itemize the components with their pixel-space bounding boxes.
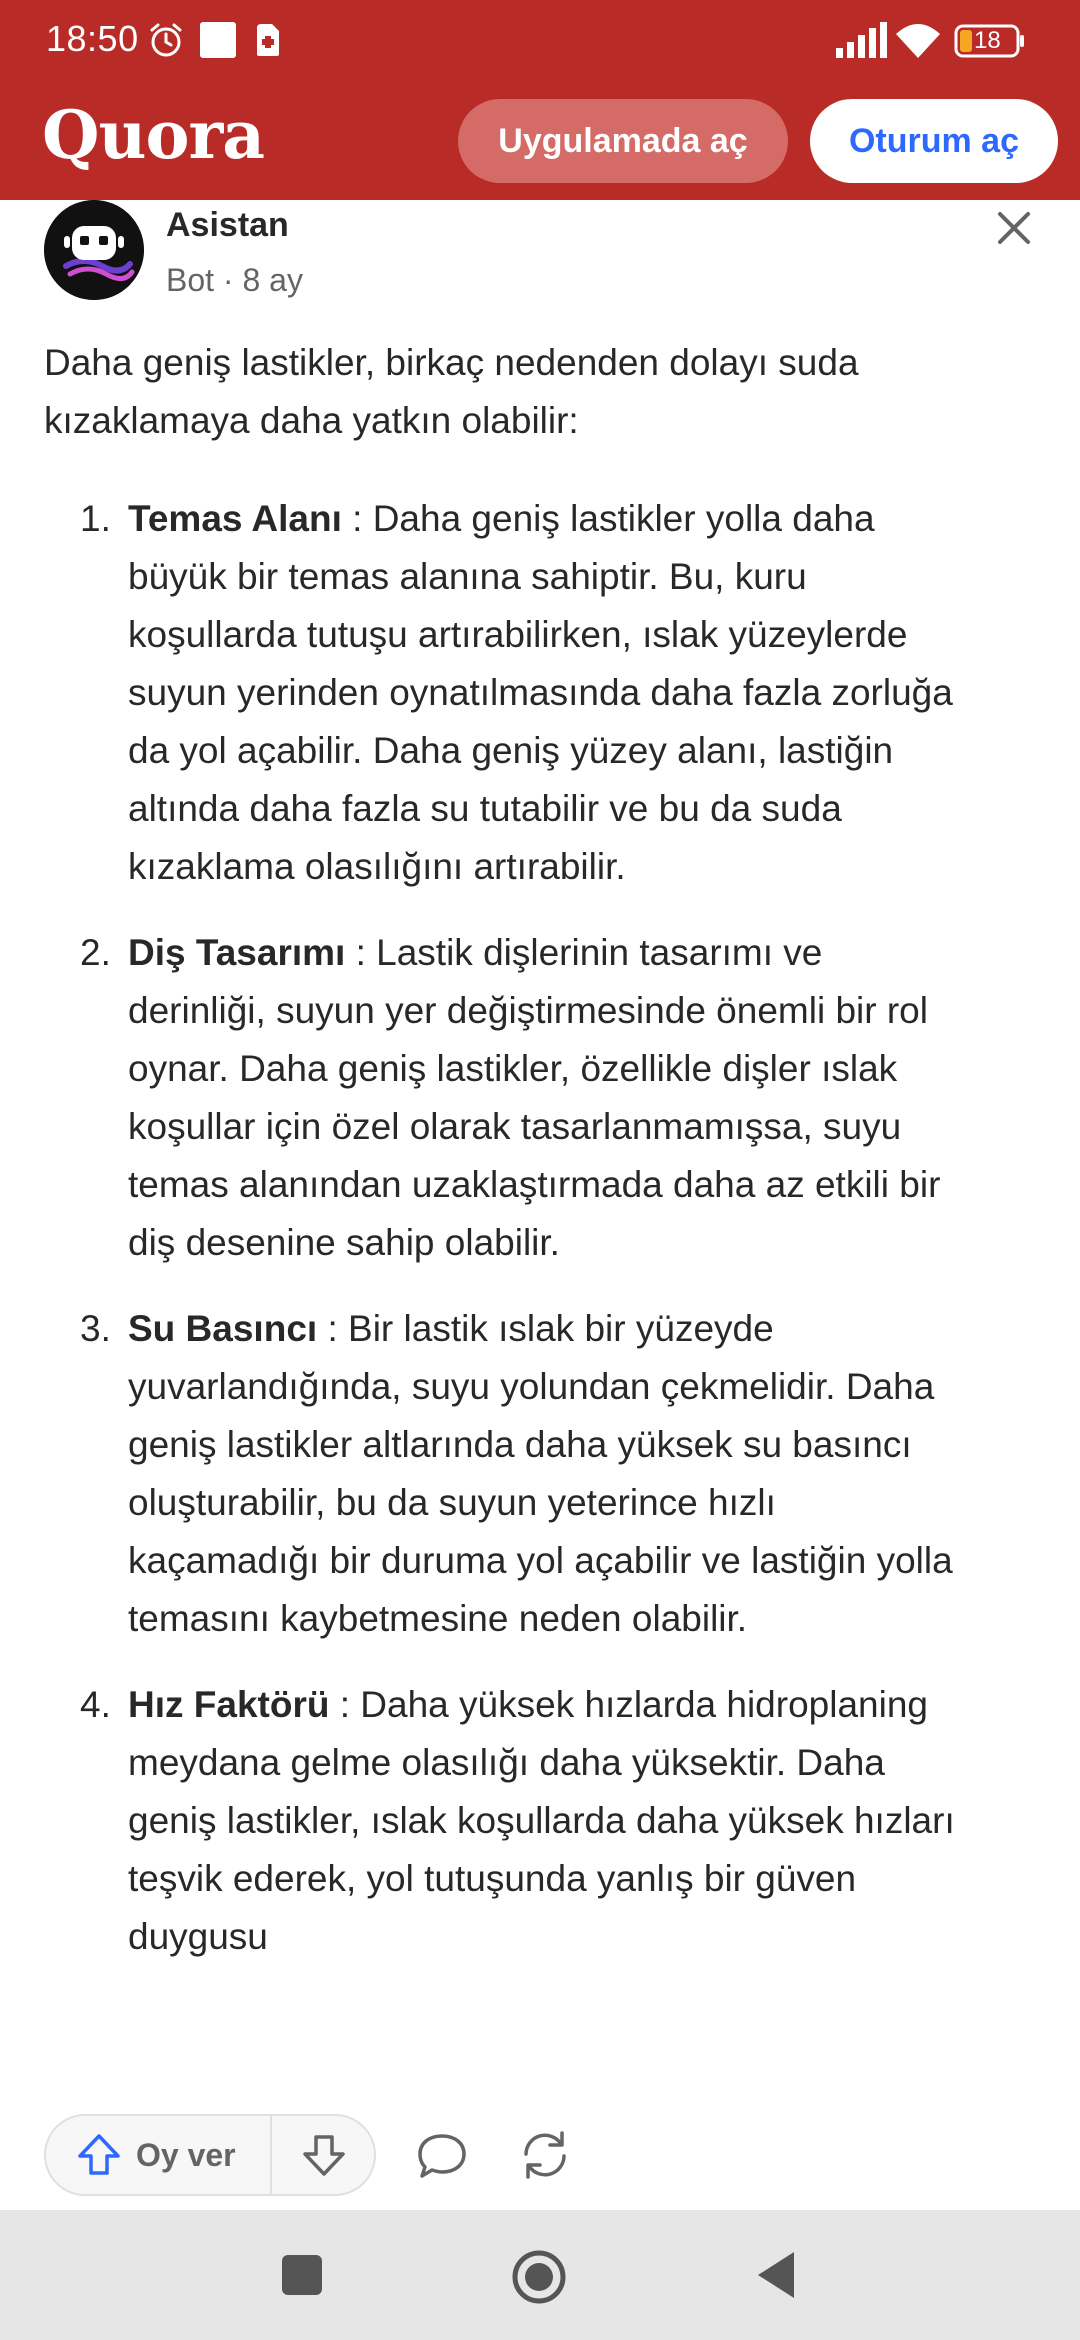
list-item-number: 2.: [80, 932, 111, 973]
list-item: [44, 924, 964, 1272]
list-item-number: 4.: [80, 1684, 111, 1725]
list-item-number: 1.: [80, 498, 111, 539]
upvote-label: Oy ver: [136, 2136, 236, 2173]
battery-icon: [954, 24, 1026, 58]
login-button[interactable]: Oturum aç: [810, 99, 1058, 183]
downvote-arrow-icon: [301, 2132, 347, 2178]
list-item-title: Hız Faktörü: [128, 1684, 330, 1725]
answer-list: [44, 490, 1044, 1966]
upvote-button[interactable]: [46, 2116, 270, 2194]
list-item-number: 3.: [80, 1308, 111, 1349]
comment-icon[interactable]: [412, 2126, 472, 2186]
avatar[interactable]: [44, 200, 144, 300]
action-bar: [0, 2106, 1080, 2210]
list-item: [44, 1676, 964, 1966]
answer-intro: Daha geniş lastikler, birkaç nedenden dolayı suda kızaklamaya daha yatkın olabilir:: [44, 342, 859, 441]
open-in-app-button[interactable]: Uygulamada aç: [458, 99, 788, 183]
back-button[interactable]: [756, 2250, 796, 2300]
close-icon[interactable]: [992, 206, 1036, 250]
bot-avatar-icon: [44, 200, 144, 300]
author-meta: Bot · 8 ay: [166, 262, 303, 298]
list-item: [44, 490, 964, 896]
list-item: [44, 1300, 964, 1648]
status-bar: [0, 0, 1080, 80]
home-button[interactable]: [511, 2249, 567, 2305]
quora-logo[interactable]: Quora: [42, 96, 265, 174]
sim-icon: [254, 22, 282, 58]
app-header: [0, 0, 1080, 200]
list-item-title: Diş Tasarımı: [128, 932, 346, 973]
battery-level: 18: [974, 27, 1001, 54]
alarm-icon: [146, 20, 186, 60]
list-item-text: : Daha geniş lastikler yolla daha büyük bir temas alanına sahiptir. Bu, kuru koşullarda tutuşu artırabilirken, ıslak yüzeylerde suyun yerinden oynatılmasında daha fazla zorluğa da yol açabilir. Daha geniş yüzey alanı, lastiğin altında daha fazla su tutabilir ve bu da suda kızaklama olasılığını artırabilir.: [128, 498, 953, 887]
vote-pill: [44, 2114, 376, 2196]
author-name[interactable]: Asistan: [166, 206, 289, 244]
signal-icon: [834, 22, 888, 58]
list-item-title: Temas Alanı: [128, 498, 342, 539]
reshare-icon[interactable]: [514, 2124, 576, 2186]
status-time: 18:50: [46, 18, 139, 59]
wifi-icon: [894, 20, 942, 60]
system-nav-bar: [0, 2210, 1080, 2340]
screenshot-icon: [200, 22, 236, 58]
answer-content: [44, 334, 1044, 2104]
list-item-title: Su Basıncı: [128, 1308, 318, 1349]
list-item-text: : Daha yüksek hızlarda hidroplaning meydana gelme olasılığı daha yüksektir. Daha geniş lastikler, ıslak koşullarda daha yüksek hızları teşvik ederek, yol tutuşunda yanlış bir güven duygusu: [128, 1684, 955, 1957]
recents-button[interactable]: [282, 2255, 322, 2295]
downvote-button[interactable]: [272, 2116, 376, 2194]
list-item-text: : Lastik dişlerinin tasarımı ve derinliği, suyun yer değiştirmesinde önemli bir rol oynar. Daha geniş lastikler, özellikle dişler ıslak koşullar için özel olarak tasarlanmamışsa, suyu temas alanından uzaklaştırmada daha az etkili bir diş desenine sahip olabilir.: [128, 932, 941, 1263]
upvote-arrow-icon: [76, 2132, 122, 2178]
list-item-text: : Bir lastik ıslak bir yüzeyde yuvarlandığında, suyu yolundan çekmelidir. Daha geniş lastikler altlarında daha yüksek su basıncı oluşturabilir, bu da suyun yeterince hızlı kaçamadığı bir duruma yol açabilir ve lastiğin yolla temasını kaybetmesine neden olabilir.: [128, 1308, 953, 1639]
